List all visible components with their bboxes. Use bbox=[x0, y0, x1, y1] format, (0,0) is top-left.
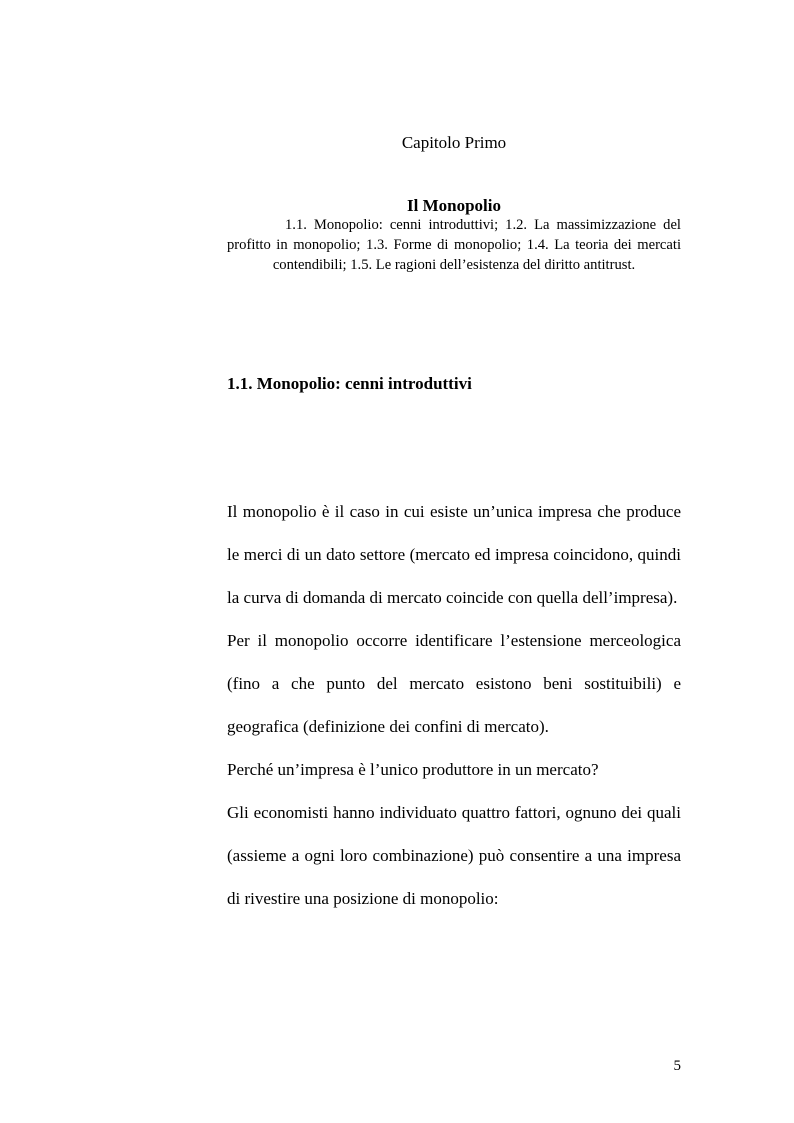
body-text bbox=[227, 490, 681, 920]
chapter-title: Il Monopolio bbox=[407, 196, 501, 215]
paragraph-1: Il monopolio è il caso in cui esiste un’unica impresa che produce le merci di un dato settore (mercato ed impresa coincidono, quindi la curva di domanda di mercato coincide con quella dell’impresa). bbox=[227, 502, 681, 607]
paragraph-4: Gli economisti hanno individuato quattro fattori, ognuno dei quali (assieme a ogni loro combinazione) può consentire a una impresa di rivestire una posizione di monopolio: bbox=[227, 803, 681, 908]
paragraph-3: Perché un’impresa è l’unico produttore in un mercato? bbox=[227, 760, 599, 779]
section-heading: 1.1. Monopolio: cenni introduttivi bbox=[227, 374, 472, 393]
chapter-contents-summary: 1.1. Monopolio: cenni introduttivi; 1.2. La massimizzazione del profitto in monopolio; 1.3. Forme di monopolio; 1.4. La teoria dei mercati contendibili; 1.5. Le ragioni dell’esistenza del diritto antitrust. bbox=[227, 217, 681, 273]
chapter-label: Capitolo Primo bbox=[401, 133, 507, 152]
page-number: 5 bbox=[673, 1058, 681, 1074]
paragraph-2: Per il monopolio occorre identificare l’estensione merceologica (fino a che punto del mercato esistono beni sostituibili) e geografica (definizione dei confini di mercato). bbox=[227, 631, 681, 736]
